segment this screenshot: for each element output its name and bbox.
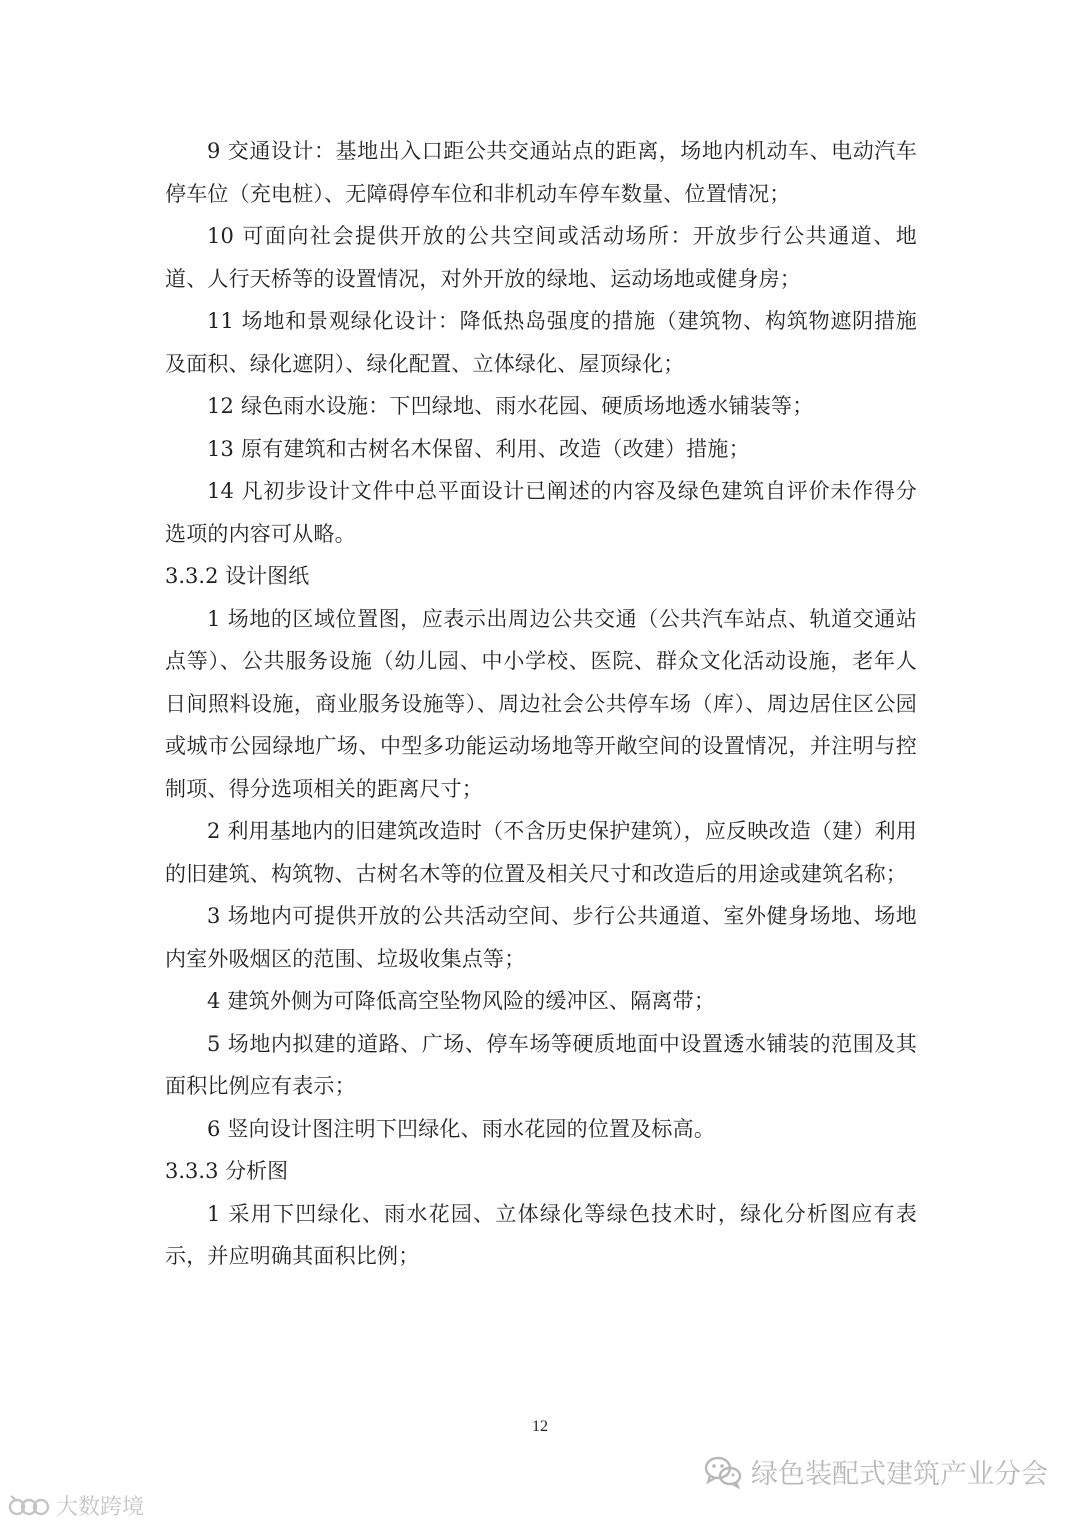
paragraph-analysis-1: 1 采用下凹绿化、雨水花园、立体绿化等绿色技术时，绿化分析图应有表示，并应明确其面积比例； — [165, 1201, 917, 1268]
wechat-icon — [703, 1455, 743, 1489]
watermark-left-text: 大数跨境 — [56, 1495, 145, 1520]
paragraph-item-14: 14 凡初步设计文件中总平面设计已阐述的内容及绿色建筑自评价未作得分选项的内容可从略。 — [165, 479, 917, 546]
paragraph-drawing-6: 6 竖向设计图注明下凹绿化、雨水花园的位置及标高。 — [207, 1116, 716, 1141]
paragraph-item-9: 9 交通设计：基地出入口距公共交通站点的距离，场地内机动车、电动汽车停车位（充电桩）、无障碍停车位和非机动车停车数量、位置情况； — [165, 139, 917, 206]
watermark-wechat — [703, 1452, 1048, 1491]
paragraph-item-10: 10 可面向社会提供开放的公共空间或活动场所：开放步行公共通道、地道、人行天桥等的设置情况，对外开放的绿地、运动场地或健身房； — [165, 224, 917, 291]
watermark-brand — [8, 1490, 144, 1521]
page-number: 12 — [532, 1418, 548, 1435]
logo-mark-icon — [8, 1492, 50, 1520]
paragraph-item-13: 13 原有建筑和古树名木保留、利用、改造（改建）措施； — [207, 436, 750, 461]
paragraph-item-12: 12 绿色雨水设施：下凹绿地、雨水花园、硬质场地透水铺装等； — [207, 394, 814, 418]
paragraph-drawing-3: 3 场地内可提供开放的公共活动空间、步行公共通道、室外健身场地、场地内室外吸烟区的范围、垃圾收集点等； — [165, 904, 917, 971]
paragraph-drawing-5: 5 场地内拟建的道路、广场、停车场等硬质地面中设置透水铺装的范围及其面积比例应有表示； — [165, 1031, 917, 1098]
paragraph-drawing-4: 4 建筑外侧为可降低高空坠物风险的缓冲区、隔离带； — [207, 989, 716, 1013]
section-heading-3-3-2: 3.3.2 设计图纸 — [165, 564, 310, 588]
paragraph-drawing-1: 1 场地的区域位置图，应表示出周边公共交通（公共汽车站点、轨道交通站点等）、公共服务设施（幼儿园、中小学校、医院、群众文化活动设施，老年人日间照料设施，商业服务设施等）、周边社会公共停车场（库）、周边居住区公园或城市公园绿地广场、中型多功能运动场地等开敞空间的设置情况，并注明与控制项、得分选项相关的距离尺寸； — [165, 606, 917, 801]
paragraph-item-11: 11 场地和景观绿化设计：降低热岛强度的措施（建筑物、构筑物遮阴措施及面积、绿化遮阴）、绿化配置、立体绿化、屋顶绿化； — [165, 309, 917, 376]
paragraph-drawing-2: 2 利用基地内的旧建筑改造时（不含历史保护建筑），应反映改造（建）利用的旧建筑、构筑物、古树名木等的位置及相关尺寸和改造后的用途或建筑名称； — [165, 819, 917, 886]
watermark-right-text: 绿色装配式建筑产业分会 — [751, 1459, 1048, 1490]
document-body — [165, 130, 917, 1278]
section-heading-3-3-3: 3.3.3 分析图 — [165, 1159, 289, 1183]
